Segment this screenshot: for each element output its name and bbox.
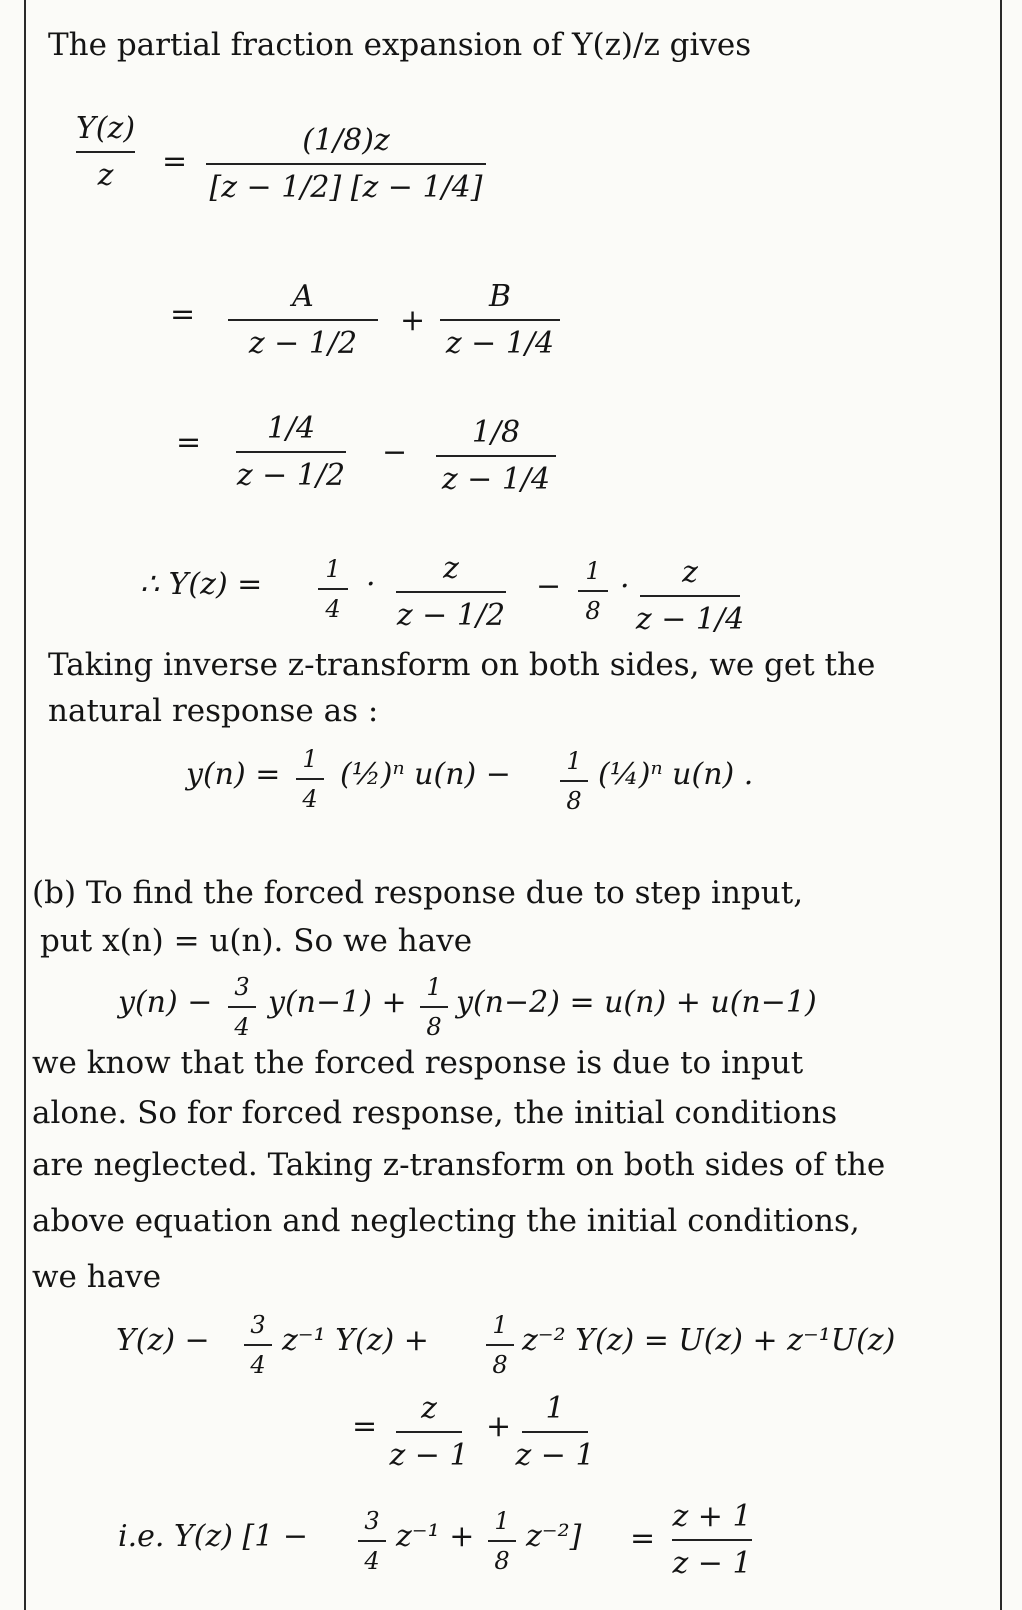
- eq3-fraction-2: [436, 416, 556, 496]
- eq6-coefficient-2: [420, 974, 448, 1041]
- eq6-c2-denominator: 8: [426, 1013, 442, 1042]
- eq4-c1-denominator: 4: [325, 595, 341, 624]
- eq9-c2-denominator: 8: [494, 1547, 510, 1576]
- eq5-lead: y(n) =: [186, 757, 281, 792]
- eq1-lhs-numerator: Y(z): [76, 111, 136, 146]
- eq4-f2-denominator: z − 1/4: [635, 602, 745, 637]
- eq8-fraction-1: [389, 1391, 469, 1473]
- eq4-fraction-2: [635, 555, 745, 637]
- eq2-equals: =: [170, 297, 196, 332]
- eq9-numerator: z + 1: [672, 1499, 752, 1534]
- eq9-fraction: [672, 1500, 752, 1580]
- eq5-c1-denominator: 4: [302, 785, 318, 814]
- eq6-coefficient-1: [228, 974, 256, 1041]
- eq5-c2-denominator: 8: [566, 787, 582, 816]
- fraction-bar: [318, 588, 348, 590]
- eq9-coefficient-1: [358, 1508, 386, 1575]
- right-margin-rule: [1000, 0, 1002, 1610]
- eq6-c2-numerator: 1: [426, 973, 442, 1001]
- eq9-part-a: i.e. Y(z) [1 −: [118, 1519, 308, 1554]
- eq9-denominator: z − 1: [672, 1546, 752, 1581]
- text-line: alone. So for forced response, the initial conditions: [32, 1095, 838, 1131]
- fraction-bar: [396, 1431, 462, 1433]
- eq1-lhs-denominator: z: [97, 158, 114, 193]
- eq9-c1-numerator: 3: [364, 1507, 380, 1535]
- fraction-bar: [296, 778, 324, 780]
- fraction-bar: [486, 1344, 514, 1346]
- eq2-a-denominator: z − 1/2: [248, 326, 358, 361]
- eq9-coefficient-2: [488, 1508, 516, 1575]
- eq4-c2-numerator: 1: [585, 557, 601, 585]
- eq8-f2-numerator: 1: [545, 1391, 565, 1426]
- eq7-c2-numerator: 1: [492, 1311, 508, 1339]
- eq7-part-a: Y(z) −: [116, 1323, 210, 1358]
- eq9-part-b: z⁻¹ +: [396, 1519, 475, 1554]
- eq6-part-c: y(n−2) = u(n) + u(n−1): [456, 985, 817, 1020]
- eq2-b-numerator: B: [488, 279, 512, 314]
- fraction-bar: [396, 591, 506, 593]
- part-b-line: (b) To find the forced response due to step input,: [32, 875, 804, 911]
- eq6-part-a: y(n) −: [118, 985, 213, 1020]
- text-line: Taking inverse z-transform on both sides, we get the: [48, 647, 876, 683]
- text-line: are neglected. Taking z-transform on both sides of the: [32, 1147, 886, 1183]
- fraction-bar: [522, 1431, 588, 1433]
- eq3-1-denominator: z − 1/2: [236, 458, 346, 493]
- text-line: put x(n) = u(n). So we have: [40, 923, 473, 959]
- fraction-bar: [640, 595, 740, 597]
- eq7-coefficient-1: [244, 1312, 272, 1379]
- eq6-c1-denominator: 4: [234, 1013, 250, 1042]
- eq5-c1-numerator: 1: [302, 745, 318, 773]
- text-line: we have: [32, 1259, 162, 1295]
- eq9-part-c: z⁻²]: [526, 1519, 582, 1554]
- eq8-equals: =: [352, 1409, 378, 1444]
- eq3-2-numerator: 1/8: [471, 415, 521, 450]
- fraction-bar: [672, 1539, 752, 1541]
- eq4-fraction-1: [396, 552, 506, 632]
- eq9-equals: =: [630, 1521, 656, 1556]
- eq1-rhs-fraction: [206, 124, 486, 204]
- eq9-c1-denominator: 4: [364, 1547, 380, 1576]
- eq8-fraction-2: [515, 1391, 595, 1473]
- eq4-minus: −: [536, 569, 562, 604]
- eq7-part-c: z⁻² Y(z) = U(z) + z⁻¹U(z): [522, 1323, 896, 1358]
- fraction-bar: [440, 319, 560, 321]
- eq1-numerator: (1/8)z: [302, 123, 390, 158]
- eq3-minus: −: [382, 435, 408, 470]
- eq2-a-numerator: A: [292, 279, 314, 314]
- text-line: above equation and neglecting the initial conditions,: [32, 1203, 860, 1239]
- fraction-bar: [206, 163, 486, 165]
- eq7-c2-denominator: 8: [492, 1351, 508, 1380]
- fraction-bar: [436, 455, 556, 457]
- eq9-c2-numerator: 1: [494, 1507, 510, 1535]
- eq2-fraction-b: [440, 280, 560, 360]
- eq5-term-2: (¼)ⁿ u(n) .: [598, 757, 754, 792]
- eq3-equals: =: [176, 425, 202, 460]
- eq6-c1-numerator: 3: [234, 973, 250, 1001]
- text-line: we know that the forced response is due to input: [32, 1045, 804, 1081]
- eq8-f1-denominator: z − 1: [389, 1438, 469, 1473]
- eq1-denominator: [z − 1/2] [z − 1/4]: [209, 170, 483, 205]
- eq8-f2-denominator: z − 1: [515, 1438, 595, 1473]
- eq6-part-b: y(n−1) +: [268, 985, 407, 1020]
- eq5-c2-numerator: 1: [566, 747, 582, 775]
- fraction-bar: [76, 151, 135, 153]
- fraction-bar: [578, 590, 608, 592]
- fraction-bar: [236, 451, 346, 453]
- fraction-bar: [244, 1344, 272, 1346]
- eq4-lead: ∴ Y(z) =: [140, 567, 263, 602]
- left-margin-rule: [24, 0, 26, 1610]
- eq5-coefficient-2: [560, 748, 588, 815]
- fraction-bar: [358, 1540, 386, 1542]
- eq2-plus: +: [400, 303, 426, 338]
- eq4-c2-denominator: 8: [585, 597, 601, 626]
- eq3-2-denominator: z − 1/4: [441, 462, 551, 497]
- eq7-c1-denominator: 4: [250, 1351, 266, 1380]
- fraction-bar: [488, 1540, 516, 1542]
- eq4-f2-numerator: z: [682, 555, 698, 590]
- eq4-f1-numerator: z: [443, 551, 459, 586]
- eq1-equals: =: [162, 144, 188, 179]
- eq3-1-numerator: 1/4: [266, 411, 316, 446]
- eq4-dot-1: ·: [366, 567, 376, 602]
- fraction-bar: [560, 780, 588, 782]
- eq4-c1-numerator: 1: [325, 555, 341, 583]
- eq2-fraction-a: [228, 280, 378, 360]
- eq4-coefficient-2: [578, 558, 608, 625]
- eq8-plus: +: [486, 1409, 512, 1444]
- eq4-coefficient-1: [318, 556, 348, 623]
- eq8-f1-numerator: z: [421, 1391, 437, 1426]
- eq1-lhs-fraction: [76, 112, 135, 192]
- eq3-fraction-1: [236, 412, 346, 492]
- eq7-coefficient-2: [486, 1312, 514, 1379]
- intro-line: The partial fraction expansion of Y(z)/z gives: [48, 27, 752, 63]
- fraction-bar: [228, 319, 378, 321]
- eq7-part-b: z⁻¹ Y(z) +: [282, 1323, 429, 1358]
- eq5-coefficient-1: [296, 746, 324, 813]
- eq2-b-denominator: z − 1/4: [445, 326, 555, 361]
- eq4-f1-denominator: z − 1/2: [396, 598, 506, 633]
- fraction-bar: [420, 1006, 448, 1008]
- fraction-bar: [228, 1006, 256, 1008]
- eq4-dot-2: ·: [620, 569, 630, 604]
- text-line: natural response as :: [48, 693, 379, 729]
- eq5-term-1: (½)ⁿ u(n) −: [340, 757, 511, 792]
- eq7-c1-numerator: 3: [250, 1311, 266, 1339]
